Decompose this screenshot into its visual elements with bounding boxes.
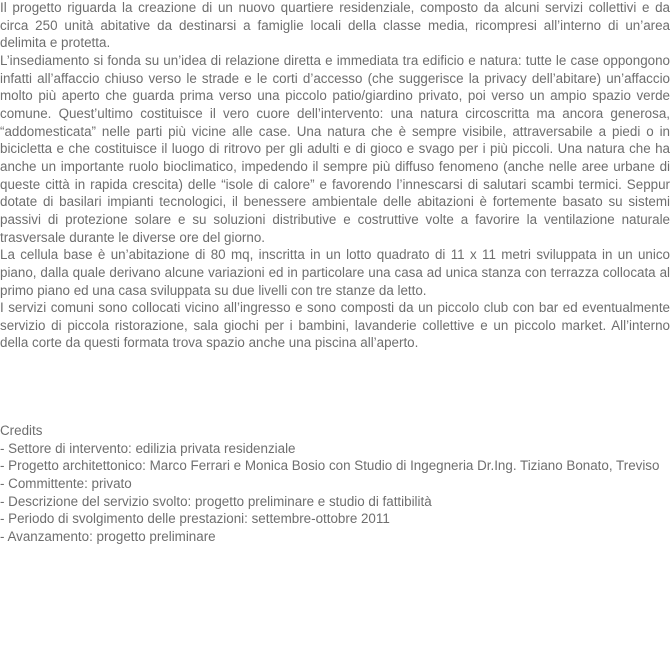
- description-paragraph-2: L’insediamento si fonda su un’idea di relazione diretta e immediata tra edificio e natura: tutte le case oppongono infatti all’affaccio chiuso verso le strade e le corti d’accesso (che suggerisce la privacy dell’abitare) un’affaccio molto più aperto che guarda prima verso una piccolo patio/giardino privato, poi verso un ampio spazio verde comune. Quest’ultimo costituisce il vero cuore dell’intervento: una natura circoscritta ma ancora generosa, “addomesticata” nelle parti più vicine alle case. Una natura che è sempre visibile, attraversabile a piedi o in bicicletta e che costituisce il luogo di ritrovo per gli adulti e di gioco e svago per i più piccoli. Una natura che ha anche un importante ruolo bioclimatico, impedendo il sempre più diffuso fenomeno (anche nelle aree urbane di queste città in rapida crescita) delle “isole di calore” e favorendo l’innescarsi di salutari scambi termici. Seppur dotate di basilari impianti tecnologici, il benessere ambientale delle abitazioni è fortemente basato su sistemi passivi di protezione solare e su soluzioni distributive e costruttive volte a favorire la ventilazione naturale trasversale durante le diverse ore del giorno.: [0, 52, 670, 245]
- credits-list: [0, 440, 670, 546]
- credit-item-service: - Descrizione del servizio svolto: progetto preliminare e studio di fattibilità: [0, 493, 432, 509]
- description-paragraph-1: Il progetto riguarda la creazione di un nuovo quartiere residenziale, composto da alcuni servizi collettivi e da circa 250 unità abitative da destinarsi a famiglie locali della classe media, ricompresi all’interno di un’area delimita e protetta.: [0, 0, 670, 51]
- credit-item-progress: - Avanzamento: progetto preliminare: [0, 529, 216, 545]
- description-paragraph-3: La cellula base è un’abitazione di 80 mq, inscritta in un lotto quadrato di 11 x 11 metri sviluppata in un unico piano, dalla quale derivano alcune variazioni ed in particolare una casa ad unica stanza con terrazza collocata al primo piano ed una casa sviluppata su due livelli con tre stanze da letto.: [0, 247, 670, 298]
- credit-item-sector: - Settore di intervento: edilizia privata residenziale: [0, 440, 296, 456]
- credit-item-period: - Periodo di svolgimento delle prestazioni: settembre-ottobre 2011: [0, 511, 390, 527]
- credit-item-client: - Committente: privato: [0, 476, 132, 492]
- credit-item-architecture: - Progetto architettonico: Marco Ferrari e Monica Bosio con Studio di Ingegneria Dr.Ing. Tiziano Bonato, Treviso: [0, 458, 660, 474]
- credits-section: [0, 422, 670, 546]
- credits-title: Credits: [0, 423, 43, 439]
- description-paragraph-4: I servizi comuni sono collocati vicino all’ingresso e sono composti da un piccolo club con bar ed eventualmente servizio di piccola ristorazione, sala giochi per i bambini, lavanderie collettive e un piccolo market. All’interno della corte da questi formata trova spazio anche una piscina all’aperto.: [0, 300, 670, 351]
